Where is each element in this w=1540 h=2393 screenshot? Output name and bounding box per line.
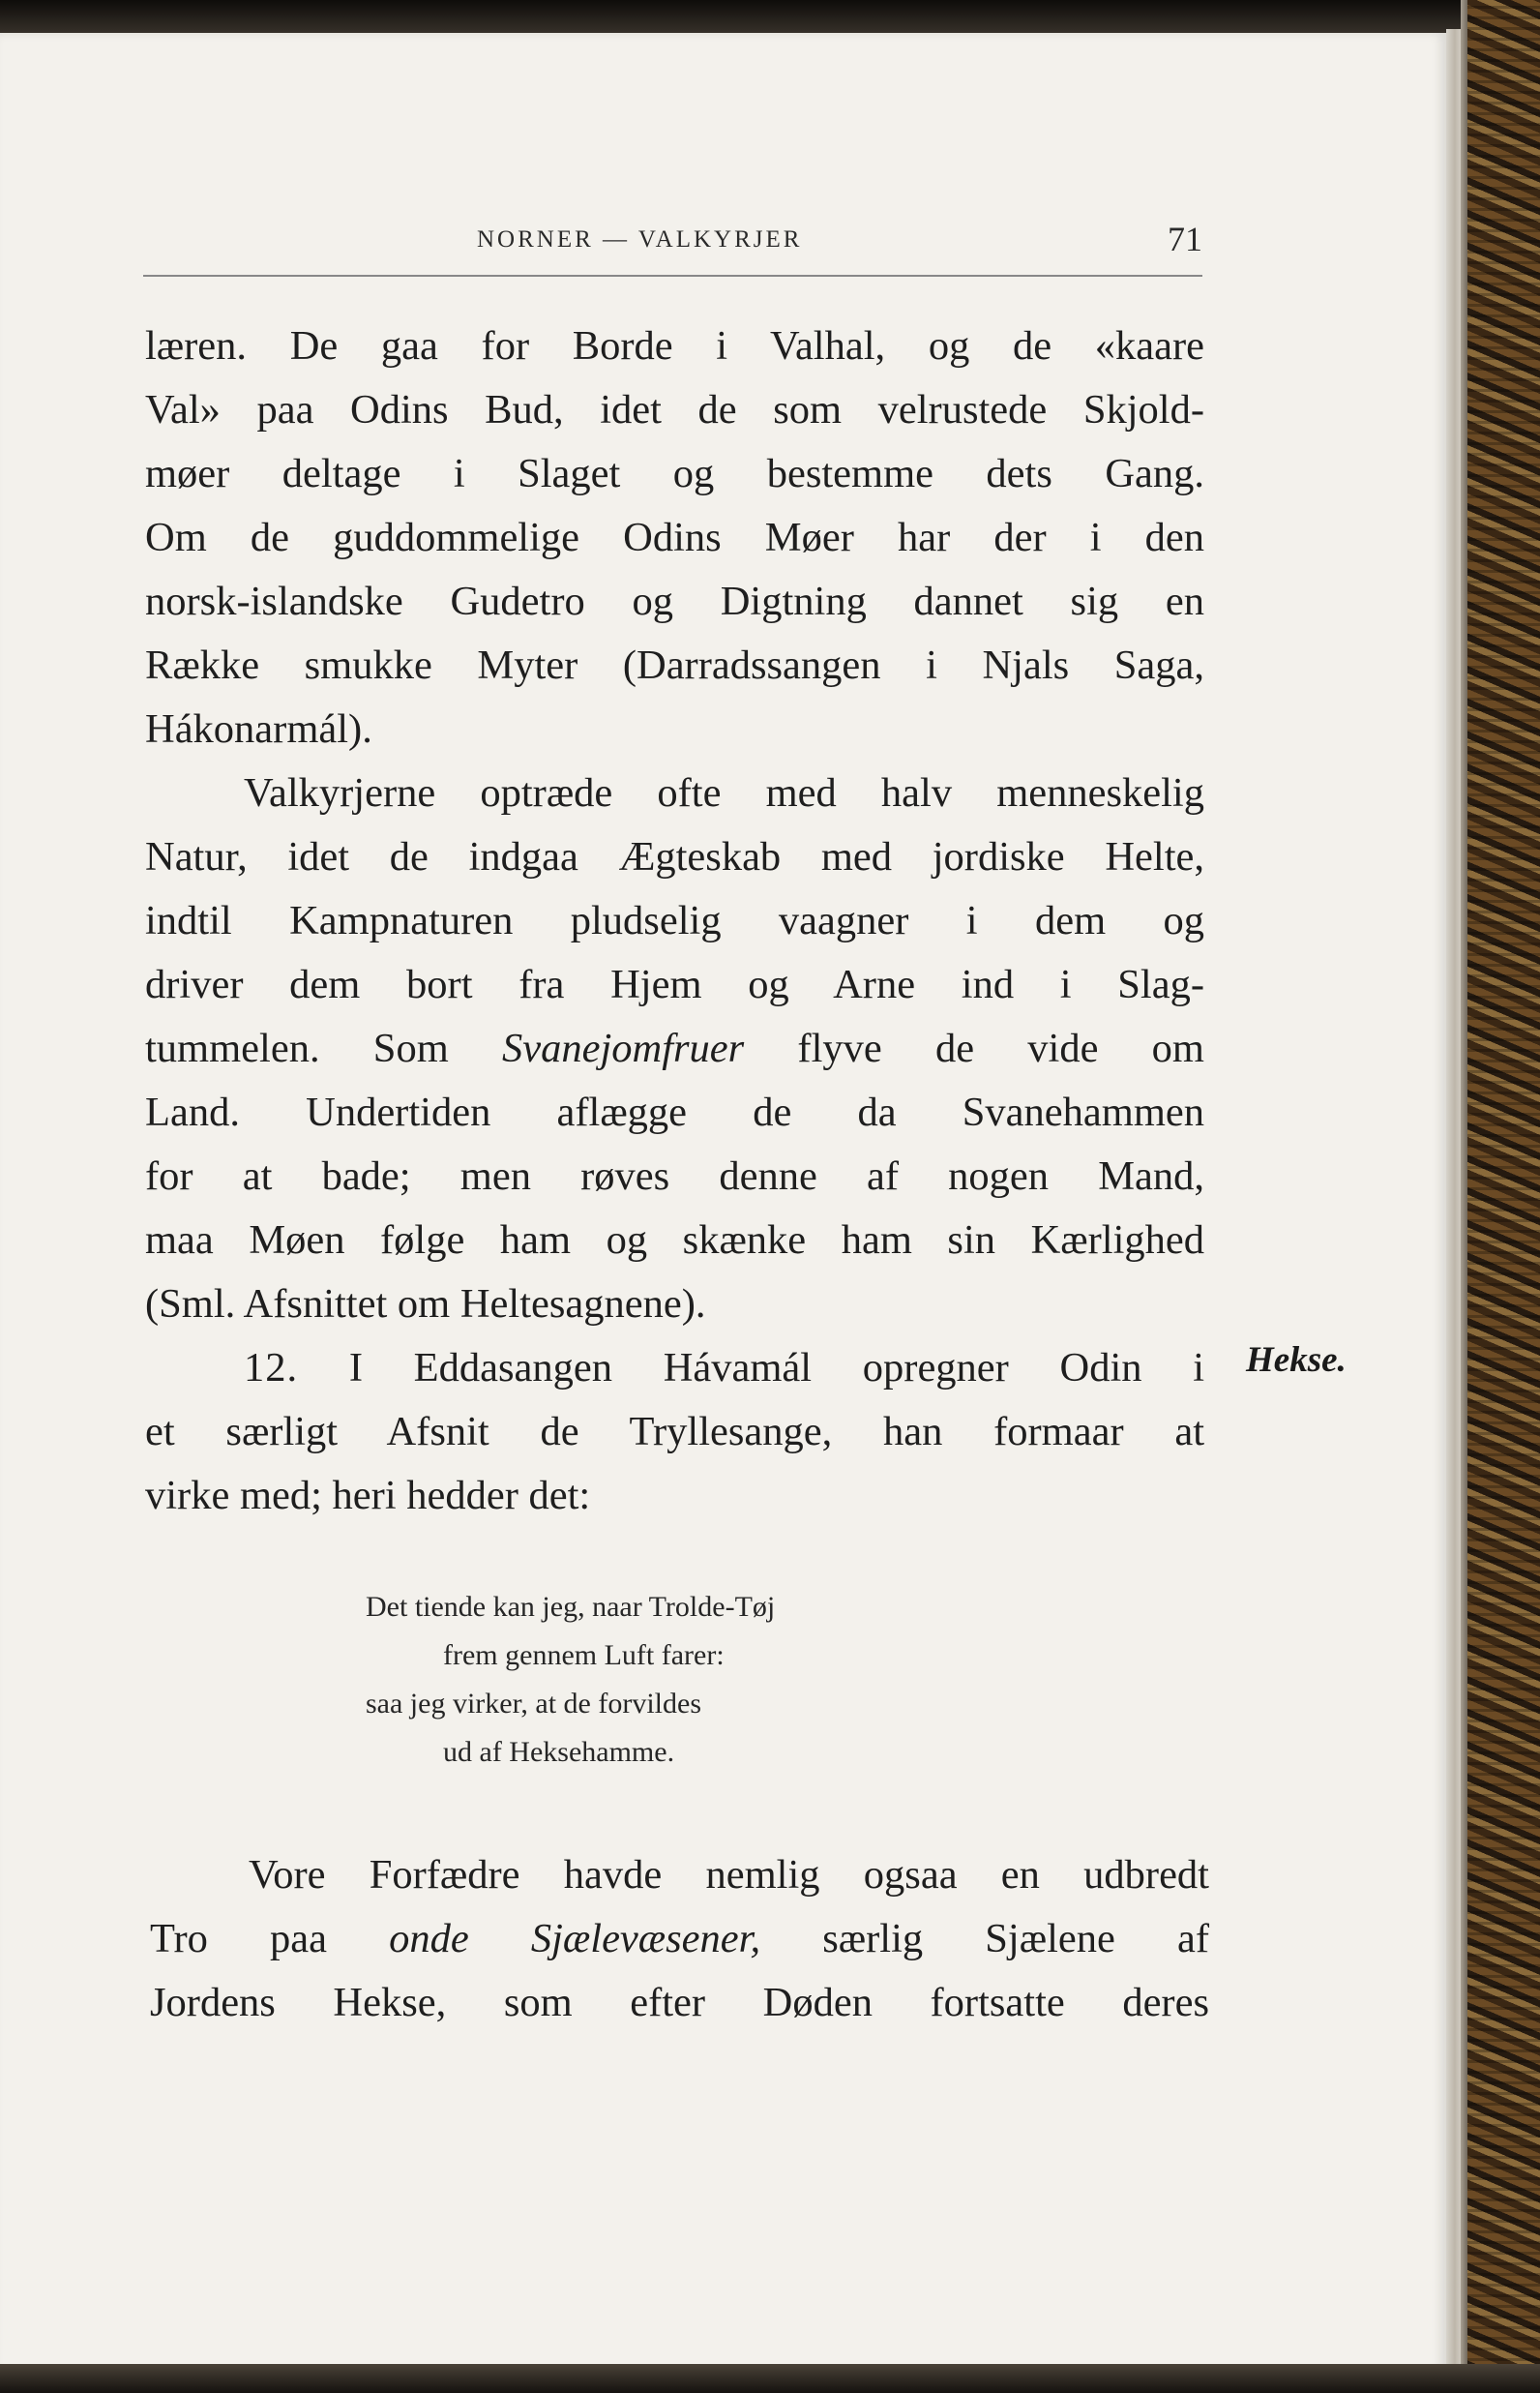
italic-term: Sjælevæsener, bbox=[530, 1916, 761, 1961]
text-segment: I Eddasangen Hávamál opregner Odin i bbox=[348, 1345, 1205, 1391]
text-line: for at bade; men røves denne af nogen Mand, bbox=[145, 1153, 1204, 1199]
margin-note: Hekse. bbox=[1246, 1340, 1347, 1380]
text-line: norsk-islandske Gudetro og Digtning dannet sig en bbox=[145, 579, 1204, 624]
text-line-section-start bbox=[145, 1336, 1204, 1400]
verse-line: Det tiende kan jeg, naar Trolde-Tøj bbox=[366, 1591, 776, 1623]
text-line: Om de guddommelige Odins Møer har der i den bbox=[145, 515, 1204, 560]
italic-term: onde bbox=[389, 1916, 469, 1961]
running-head: NORNER — VALKYRJER bbox=[477, 226, 803, 253]
text-segment: særlig Sjælene af bbox=[822, 1916, 1209, 1961]
text-line: indtil Kampnaturen pludselig vaagner i dem og bbox=[145, 898, 1204, 943]
text-line: driver dem bort fra Hjem og Arne ind i Slag- bbox=[145, 962, 1204, 1007]
text-line: virke med; heri hedder det: bbox=[145, 1473, 591, 1518]
text-line: Jordens Hekse, som efter Døden fortsatte deres bbox=[150, 1980, 1209, 2025]
text-line: møer deltage i Slaget og bestemme dets Gang. bbox=[145, 451, 1204, 496]
text-line-with-italic bbox=[145, 1017, 1204, 1081]
marbled-binding bbox=[1467, 0, 1540, 2393]
text-line: Valkyrjerne optræde ofte med halv menneskelig bbox=[244, 770, 1204, 816]
text-line: Natur, idet de indgaa Ægteskab med jordiske Helte, bbox=[145, 834, 1204, 880]
page-header bbox=[143, 217, 1202, 277]
page-number: 71 bbox=[1168, 220, 1202, 258]
text-line: Val» paa Odins Bud, idet de som velrustede Skjold- bbox=[145, 387, 1204, 433]
page-bottom-edge bbox=[0, 2364, 1540, 2393]
text-line: maa Møen følge ham og skænke ham sin Kærlighed bbox=[145, 1217, 1204, 1263]
main-text bbox=[145, 314, 1204, 1528]
text-line: læren. De gaa for Borde i Valhal, og de «kaare bbox=[145, 323, 1204, 369]
closing-text bbox=[150, 1843, 1209, 2035]
text-segment: tummelen. Som bbox=[145, 1026, 449, 1071]
text-line: Række smukke Myter (Darradssangen i Njals Saga, bbox=[145, 643, 1204, 688]
text-line: Vore Forfædre havde nemlig ogsaa en udbredt bbox=[249, 1852, 1209, 1898]
page-top-edge bbox=[0, 0, 1540, 37]
verse-line: ud af Heksehamme. bbox=[443, 1736, 675, 1768]
text-line: et særligt Afsnit de Tryllesange, han formaar at bbox=[145, 1409, 1204, 1454]
verse-line: frem gennem Luft farer: bbox=[443, 1639, 725, 1671]
italic-term: Svanejomfruer bbox=[501, 1026, 745, 1071]
text-line: (Sml. Afsnittet om Heltesagnene). bbox=[145, 1281, 706, 1327]
text-line: Land. Undertiden aflægge de da Svanehammen bbox=[145, 1090, 1204, 1135]
text-line-with-italic bbox=[150, 1907, 1209, 1971]
text-segment: flyve de vide om bbox=[797, 1026, 1204, 1071]
verse-line: saa jeg virker, at de forvildes bbox=[366, 1688, 701, 1720]
text-segment: Tro paa bbox=[150, 1916, 327, 1961]
verse-quote bbox=[366, 1583, 994, 1777]
text-line: Hákonarmál). bbox=[145, 706, 372, 752]
section-number: 12. bbox=[244, 1345, 299, 1391]
